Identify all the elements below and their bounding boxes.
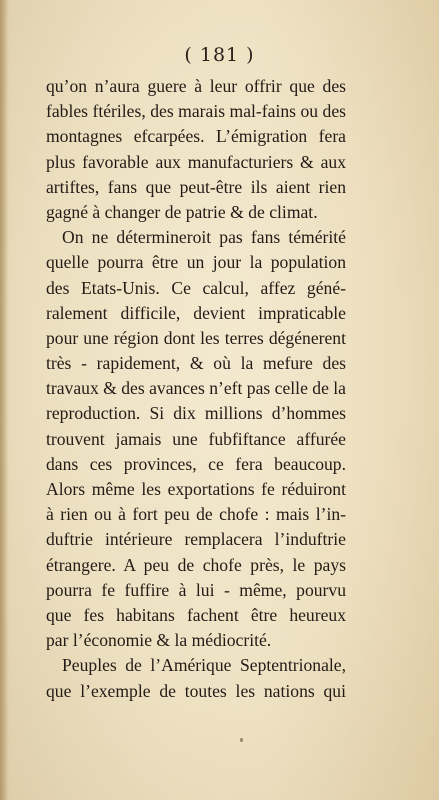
body-text — [46, 74, 346, 704]
text-line: artiftes, fans que peut-être ils aient rien — [46, 176, 346, 197]
text-line: pourra fe fuffire à lui - même, pourvu — [46, 579, 346, 600]
text-line: pour une région dont les terres dégénerent — [46, 327, 346, 348]
text-line: trouvent jamais une fubfiftance affurée — [46, 428, 346, 449]
text-line: des Etats-Unis. Ce calcul, affez géné- — [46, 277, 346, 298]
text-line: étrangere. A peu de chofe près, le pays — [46, 554, 346, 575]
paragraph-start-line: Peuples de l’Amérique Septentrionale, — [62, 655, 346, 676]
text-line: très - rapidement, & où la mefure des — [46, 353, 346, 374]
text-line: travaux & des avances n’eft pas celle de la — [46, 378, 346, 399]
text-line: ralement difficile, devient impraticable — [46, 302, 346, 323]
text-line: gagné à changer de patrie & de climat. — [46, 201, 318, 222]
text-line: montagnes efcarpées. L’émigration fera — [46, 126, 346, 147]
text-line: fables ftériles, des marais mal-fains ou des — [46, 101, 346, 122]
text-line: à rien ou à fort peu de chofe : mais l’in- — [46, 504, 346, 525]
text-line: quelle pourra être un jour la population — [46, 252, 346, 273]
text-line: plus favorable aux manufacturiers & aux — [46, 151, 346, 172]
ink-speck — [240, 738, 243, 742]
page-gutter-shadow — [0, 0, 8, 800]
text-line: que l’exemple de toutes les nations qui — [46, 680, 346, 701]
text-line: que fes habitans fachent être heureux — [46, 604, 346, 625]
text-line: qu’on n’aura guere à leur offrir que des — [46, 76, 346, 96]
paragraph-start-line: On ne détermineroit pas fans témérité — [62, 227, 346, 248]
text-line: Alors même les exportations fe réduiront — [46, 479, 346, 499]
text-line: reproduction. Si dix millions d’hommes — [46, 403, 346, 424]
text-line: par l’économie & la médiocrité. — [46, 630, 272, 651]
page-number: ( 181 ) — [184, 44, 255, 66]
text-line: duftrie intérieure remplacera l’induftrie — [46, 529, 346, 550]
text-line: dans ces provinces, ce fera beaucoup. — [46, 453, 346, 474]
